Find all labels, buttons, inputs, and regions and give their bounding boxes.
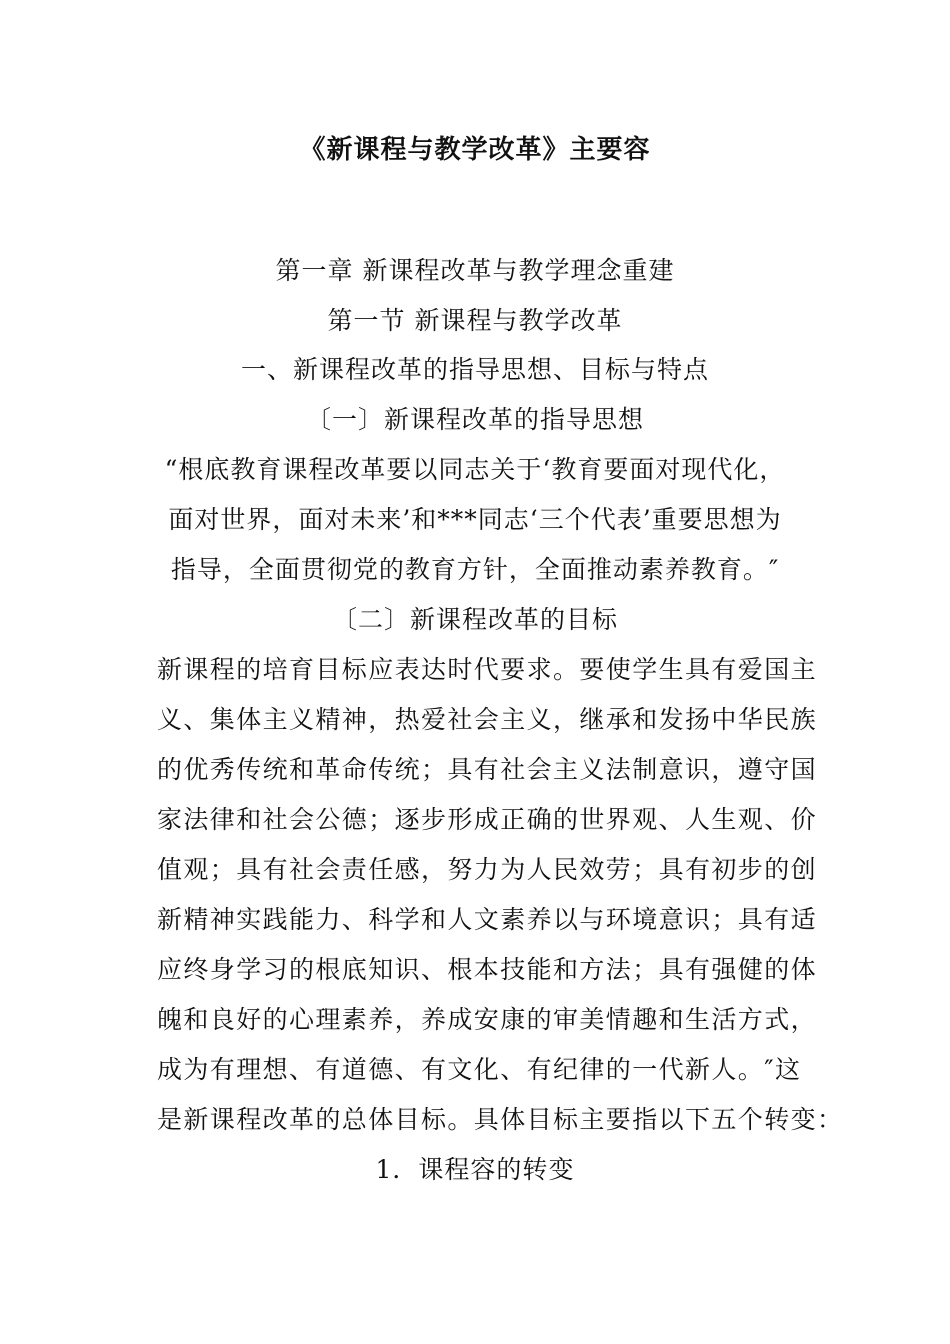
goal-paragraph-line: 成为有理想、有道德、有文化、有纪律的一代新人。″这 <box>157 1055 802 1084</box>
goal-paragraph-line: 的优秀传统和革命传统；具有社会主义法制意识，遵守国 <box>157 755 818 784</box>
quote-line: “根底教育课程改革要以同志关于‘教育要面对现代化， <box>164 455 786 484</box>
quote-line: 面对世界，面对未来’和***同志‘三个代表’重要思想为 <box>168 505 782 534</box>
goal-paragraph-line: 应终身学习的根底知识、根本技能和方法；具有强健的体 <box>157 955 818 984</box>
goal-paragraph-line: 是新课程改革的总体目标。具体目标主要指以下五个转变： <box>157 1105 844 1134</box>
goal-paragraph-line: 魄和良好的心理素养，养成安康的审美情趣和生活方式， <box>157 1005 818 1034</box>
section-heading: 第一节 新课程与教学改革 <box>327 306 623 335</box>
goal-paragraph-line: 新精神实践能力、科学和人文素养以与环境意识；具有适 <box>157 905 818 934</box>
subsection-heading: 一、新课程改革的指导思想、目标与特点 <box>240 355 709 384</box>
quote-line: 指导，全面贯彻党的教育方针，全面推动素养教育。″ <box>170 555 780 584</box>
guiding-ideology-heading: 〔一〕新课程改革的指导思想 <box>305 405 644 434</box>
goal-paragraph-line: 家法律和社会公德；逐步形成正确的世界观、人生观、价 <box>157 805 818 834</box>
goal-paragraph-line: 义、集体主义精神，热爱社会主义，继承和发扬中华民族 <box>157 705 818 734</box>
list-item-heading: 1．课程容的转变 <box>375 1155 575 1184</box>
chapter-heading: 第一章 新课程改革与教学理念重建 <box>275 256 675 285</box>
goals-heading: 〔二〕新课程改革的目标 <box>331 605 618 634</box>
document-title: 《新课程与教学改革》主要容 <box>299 135 651 165</box>
goal-paragraph-line: 值观；具有社会责任感，努力为人民效劳；具有初步的创 <box>157 855 818 884</box>
goal-paragraph-line: 新课程的培育目标应表达时代要求。要使学生具有爱国主 <box>157 655 818 684</box>
